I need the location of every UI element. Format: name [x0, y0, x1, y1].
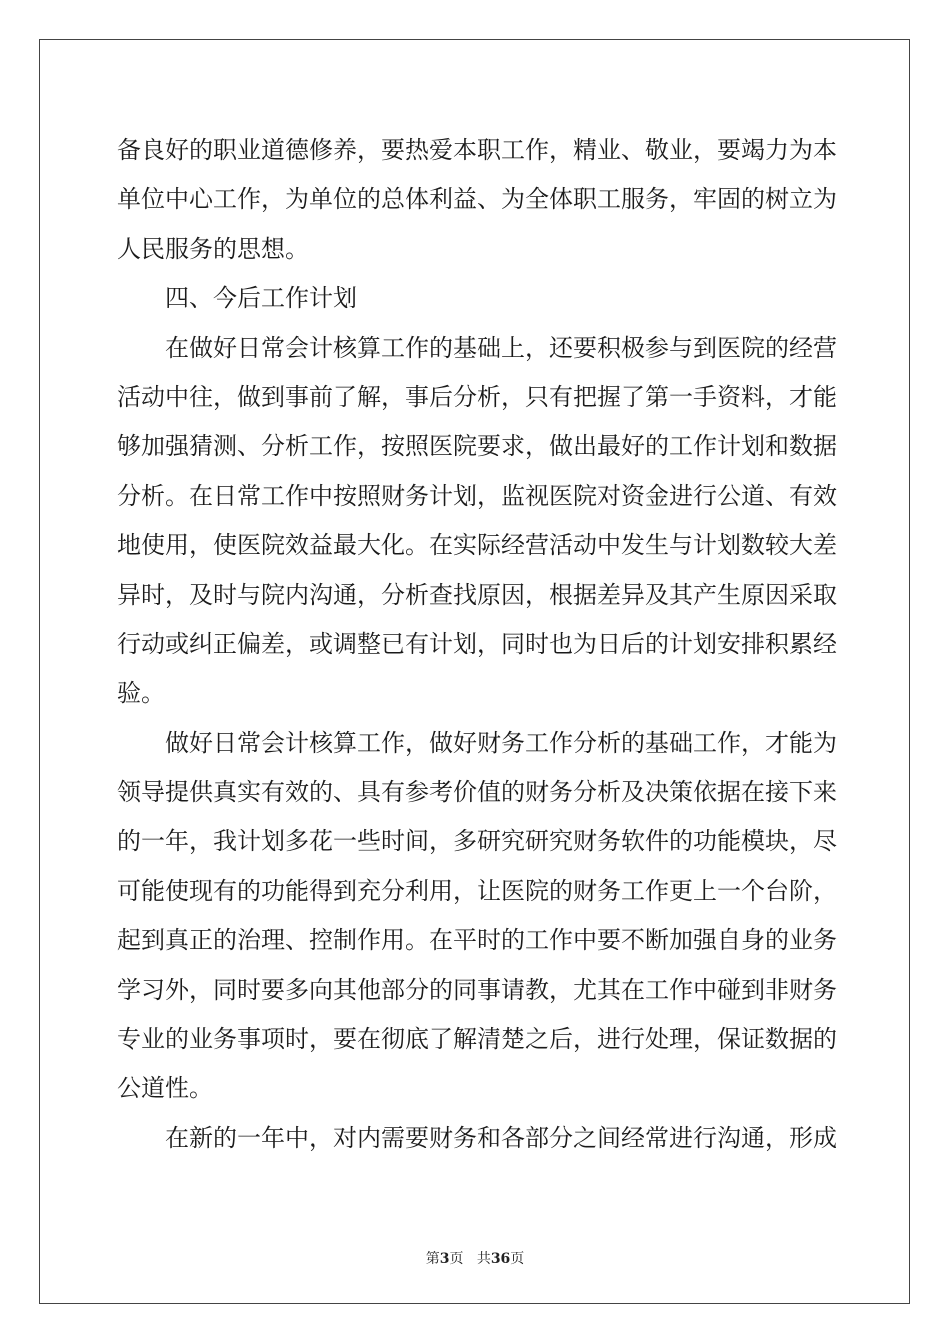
- text-line: 人民服务的思想。: [117, 234, 309, 263]
- page-footer: [0, 1248, 950, 1268]
- text-line: 单位中心工作，为单位的总体利益、为全体职工服务，牢固的树立为: [117, 185, 837, 214]
- text-line: 领导提供真实有效的、具有参考价值的财务分析及决策依据在接下来: [117, 778, 837, 807]
- text-line: 的一年，我计划多花一些时间，多研究研究财务软件的功能模块，尽: [117, 827, 837, 856]
- text-line: 行动或纠正偏差，或调整已有计划，同时也为日后的计划安排积累经: [117, 629, 837, 658]
- text-line: 地使用，使医院效益最大化。在实际经营活动中发生与计划数较大差: [117, 531, 837, 560]
- text-line: 分析。在日常工作中按照财务计划，监视医院对资金进行公道、有效: [117, 481, 837, 510]
- text-line: 够加强猜测、分析工作，按照医院要求，做出最好的工作计划和数据: [117, 432, 837, 461]
- text-line: 专业的业务事项时，要在彻底了解清楚之后，进行处理，保证数据的: [117, 1025, 837, 1054]
- text-line: 活动中往，做到事前了解，事后分析，只有把握了第一手资料，才能: [117, 382, 837, 411]
- text-line: 四、今后工作计划: [165, 284, 357, 313]
- text-line: 起到真正的治理、控制作用。在平时的工作中要不断加强自身的业务: [117, 926, 837, 955]
- footer-spacer: [463, 1251, 476, 1267]
- footer-page-suffix: 页: [449, 1251, 464, 1267]
- footer-total-pages: 36: [490, 1251, 511, 1267]
- text-line: 做好日常会计核算工作，做好财务工作分析的基础工作，才能为: [165, 728, 837, 757]
- document-body: [117, 126, 837, 1163]
- text-line: 在做好日常会计核算工作的基础上，还要积极参与到医院的经营: [165, 333, 837, 362]
- text-line: 验。: [117, 679, 165, 708]
- footer-total-prefix: 共: [476, 1251, 491, 1267]
- text-line: 学习外，同时要多向其他部分的同事请教，尤其在工作中碰到非财务: [117, 975, 837, 1004]
- text-line: 在新的一年中，对内需要财务和各部分之间经常进行沟通，形成: [165, 1123, 837, 1152]
- text-line: 可能使现有的功能得到充分利用，让医院的财务工作更上一个台阶，: [117, 876, 837, 905]
- footer-total-suffix: 页: [510, 1251, 525, 1267]
- text-line: 公道性。: [117, 1074, 213, 1103]
- footer-page-number: 3: [439, 1251, 450, 1267]
- text-line: 备良好的职业道德修养，要热爱本职工作，精业、敬业，要竭力为本: [117, 136, 837, 164]
- footer-page-prefix: 第: [425, 1251, 440, 1267]
- text-line: 异时，及时与院内沟通，分析查找原因，根据差异及其产生原因采取: [117, 580, 837, 609]
